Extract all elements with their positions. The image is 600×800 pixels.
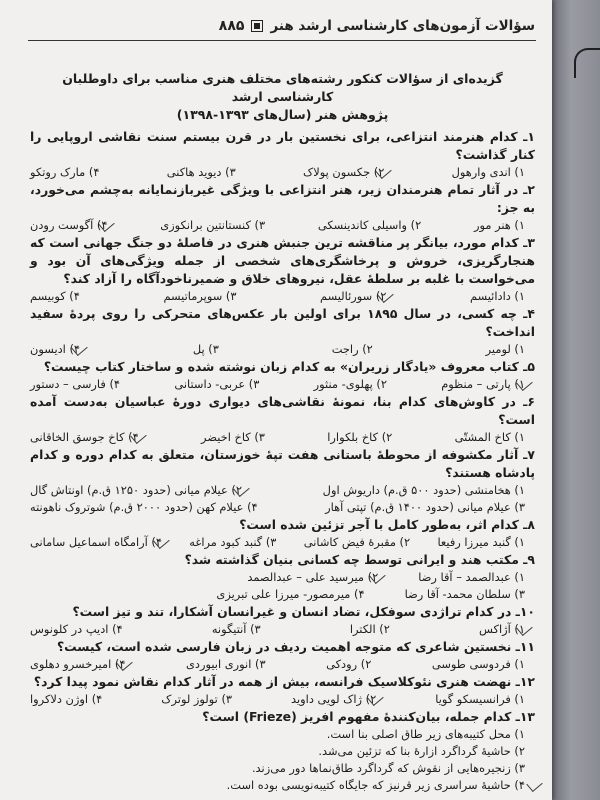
option-checked: ۲) میرسید علی – عبدالصمد <box>247 570 379 584</box>
options-9b <box>30 586 535 603</box>
options-1 <box>30 164 535 181</box>
options-11 <box>30 656 535 673</box>
options-9a <box>30 569 535 586</box>
option: ۱) دادائیسم <box>469 289 525 303</box>
option-checked: ۴) آرامگاه اسماعیل سامانی <box>30 535 162 549</box>
option: ۱) اندی وارهول <box>451 165 525 179</box>
option: ۳) گنبد کبود مراغه <box>189 535 277 549</box>
option: ۳) عیلام میانی (حدود ۱۴۰۰ ق.م) تپتی آهار <box>325 500 525 514</box>
option: ۴) ادیپ در کلونوس <box>30 622 123 636</box>
option-checked: ۲) ژاک لویی داوید <box>291 692 377 706</box>
option-checked: ۴) ادیسون <box>30 342 81 356</box>
options-5 <box>30 376 535 393</box>
option: ۳) دیوید هاکنی <box>166 165 236 179</box>
question-13: ۱۳ـ کدام جمله، بیان‌کنندهٔ مفهوم افریز (Frieze) است؟ <box>202 709 535 724</box>
option: ۱) فرانسیسکو گویا <box>435 692 525 706</box>
options-10 <box>30 621 535 638</box>
background-surface <box>552 0 600 800</box>
options-2 <box>30 217 535 234</box>
background-wire <box>574 48 600 78</box>
option-checked: ۴) آگوست رودن <box>30 218 108 232</box>
options-7b <box>30 499 535 516</box>
option: ۲) واسیلی کاندینسکی <box>317 218 422 232</box>
option-checked: ۲) عیلام میانی (حدود ۱۲۵۰ ق.م) اونتاش گال <box>30 483 242 497</box>
option: ۳) پل <box>192 342 219 356</box>
option-checked: ۱) آژاکس <box>479 622 525 636</box>
option: ۱) کاخ المشتّی <box>454 430 525 444</box>
header-divider <box>28 40 536 41</box>
option: ۴) عیلام کهن (حدود ۲۰۰۰ ق.م) شوتروک ناهونته <box>30 500 258 514</box>
option: ۳) آنتیگونه <box>211 622 261 636</box>
option: ۲) الکترا <box>349 622 390 636</box>
option: ۳) تولوز لوترک <box>161 692 233 706</box>
option: ۲) کاخ بلکوارا <box>327 430 393 444</box>
option: ۱) فردوسی طوسی <box>431 657 525 671</box>
option: ۳) سلطان محمد- آقا رضا <box>404 587 525 601</box>
option: ۴) فارسی – دستور <box>30 377 121 391</box>
question-11: ۱۱ـ نخستین شاعری که متوجه اهمیت ردیف در زبان فارسی شده است، کیست؟ <box>56 639 535 654</box>
option: ۳) کنستانتین برانکوزی <box>160 218 266 232</box>
options-4 <box>30 341 535 358</box>
option: ۴) کوبیسم <box>30 289 80 303</box>
option: ۱) گنبد میرزا رفیعا <box>437 535 525 549</box>
option: ۳) کاخ اخیضر <box>201 430 265 444</box>
square-icon <box>252 21 262 31</box>
option-checked: ۲) سورئالیسم <box>320 289 387 303</box>
options-3 <box>30 288 535 305</box>
questions-section <box>30 70 535 794</box>
page-header <box>30 14 535 38</box>
option: ۲) مقبرهٔ فیض کاشانی <box>303 535 411 549</box>
option: ۲) رودکی <box>326 657 372 671</box>
options-6 <box>30 429 535 446</box>
intro-line: پژوهش هنر (سال‌های ۱۳۹۳-۱۳۹۸) <box>176 107 389 122</box>
question-6: ۶ـ در کاوش‌های کدام بنا، نمونهٔ نقاشی‌های دیواری دورهٔ عباسیان به‌دست آمده است؟ <box>30 394 535 427</box>
option: ۳) سوپرماتیسم <box>163 289 237 303</box>
option: ۲) راجت <box>331 342 373 356</box>
option-checked: ۴) حاشیهٔ سراسری زیر قرنیز که جایگاه کتیبه‌نویسی بوده است. <box>30 777 535 794</box>
option: ۲) حاشیهٔ گرداگرد ازارهٔ بنا که تزئین می‌شد. <box>318 744 525 758</box>
option: ۳) انوری ابیوردی <box>185 657 266 671</box>
page-number: ۸۸۵ <box>218 18 245 34</box>
section-intro <box>30 70 535 124</box>
question-4: ۴ـ چه کسی، در سال ۱۸۹۵ برای اولین بار عکس‌های متحرکی را روی پردهٔ سفید انداخت؟ <box>30 306 535 339</box>
option: ۱) عبدالصمد – آقا رضا <box>418 570 525 584</box>
option: ۱) هخامنشی (حدود ۵۰۰ ق.م) داریوش اول <box>322 483 525 497</box>
option: ۱) لومیر <box>485 342 525 356</box>
option-checked: ۲) جکسون پولاک <box>303 165 385 179</box>
option: ۴) میرمصور- میرزا علی تبریزی <box>216 587 365 601</box>
option-checked: ۱) پارتی – منظوم <box>441 377 525 391</box>
question-8: ۸ـ کدام اثر، به‌طور کامل با آجر تزئین شده است؟ <box>239 517 535 532</box>
option: ۳) عربی- داستانی <box>174 377 260 391</box>
options-12 <box>30 691 535 708</box>
option-checked: ۴) کاخ جوسق الخاقانی <box>30 430 139 444</box>
option: ۱) محل کتیبه‌های زیر طاق اصلی بنا است. <box>326 727 525 741</box>
intro-line: گزیده‌ای از سؤالات کنکور رشته‌های مختلف هنری مناسب برای داوطلبان کارشناسی ارشد <box>62 71 503 104</box>
header-title: سؤالات آزمون‌های کارشناسی ارشد هنر <box>270 18 535 34</box>
question-5: ۵ـ کتاب معروف «یادگار زریران» به کدام زبان نوشته شده و ساختار کتاب چیست؟ <box>43 359 535 374</box>
option: ۲) پهلوی- منثور <box>313 377 387 391</box>
question-12: ۱۲ـ نهضت هنری نئوکلاسیک فرانسه، بیش از همه در آثار کدام نقاش نمود پیدا کرد؟ <box>33 674 535 689</box>
question-1: ۱ـ کدام هنرمند انتزاعی، برای نخستین بار در قرن بیستم سنت نقاشی اروپایی را کنار گذاشت؟ <box>30 129 535 162</box>
question-9: ۹ـ مکتب هند و ایرانی توسط چه کسانی بنیان گذاشته شد؟ <box>184 552 535 567</box>
options-8 <box>30 534 535 551</box>
option: ۴) اوژن دلاکروا <box>30 692 103 706</box>
question-2: ۲ـ در آثار تمام هنرمندان زیر، هنر انتزاعی با ویژگی غیربازنمایانه به‌چشم می‌خورد، به جز: <box>30 182 535 215</box>
option: ۱) هنر مور <box>473 218 525 232</box>
question-3: ۳ـ کدام مورد، بیانگر پر مناقشه ترین جنبش هنری در فاصلهٔ دو جنگ جهانی است که هنجارگریزی، خروش و پرخاشگری‌های شخصی از جمله ویژگی‌های آن بود و می‌خواست با غلبه بر سلطهٔ عقل، نیروهای خلاق و ضمیرناخودآگاه را آزاد کند؟ <box>30 235 535 286</box>
option-checked: ۴) امیرخسرو دهلوی <box>30 657 126 671</box>
question-7: ۷ـ آثار مکشوفه از محوطهٔ باستانی هفت تپهٔ خوزستان، متعلق به کدام دوره و کدام پادشاه هستند؟ <box>30 447 535 480</box>
question-10: ۱۰ـ در کدام تراژدی سوفکل، تضاد انسان و غیرانسان آشکارا، تند و تیز است؟ <box>72 604 535 619</box>
options-7a <box>30 482 535 499</box>
option: ۳) زنجیره‌هایی از نقوش که گرداگرد طاق‌نماها دور می‌زند. <box>251 761 525 775</box>
option: ۴) مارک روتکو <box>30 165 100 179</box>
